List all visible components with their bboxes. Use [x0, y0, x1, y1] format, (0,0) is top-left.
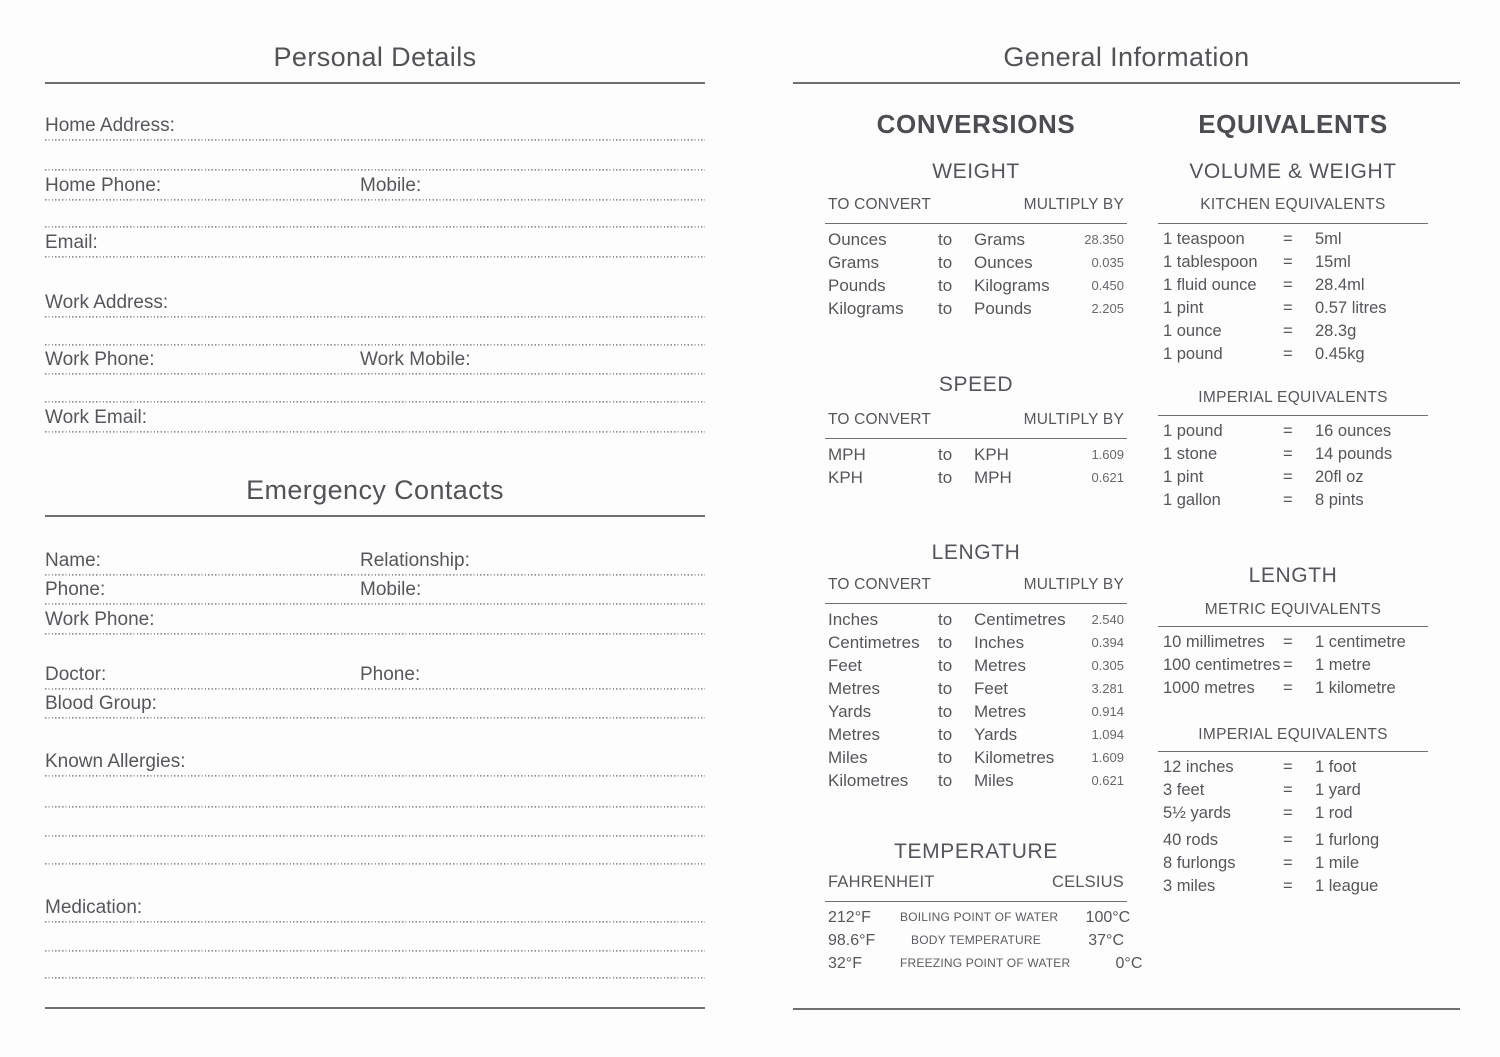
value: 1 mile — [1315, 854, 1360, 872]
convert-from: Feet — [828, 656, 863, 675]
field-label: Work Phone: — [45, 609, 155, 630]
conversion-row — [825, 746, 1127, 769]
to-word: to — [938, 610, 953, 629]
equals-sign: = — [1283, 831, 1293, 849]
field-label: Email: — [45, 232, 98, 253]
convert-from: Grams — [828, 253, 879, 272]
quantity: 5½ yards — [1163, 804, 1231, 822]
quantity: 1000 metres — [1163, 679, 1255, 697]
convert-to: Miles — [974, 771, 1014, 790]
conversion-row — [825, 228, 1127, 251]
write-line — [45, 923, 705, 952]
quantity: 1 fluid ounce — [1163, 276, 1257, 294]
convert-factor: 0.450 — [1091, 278, 1124, 293]
field-blood-group — [45, 690, 705, 719]
field-label: Relationship: — [360, 550, 470, 571]
equals-sign: = — [1283, 445, 1293, 463]
field-label: Medication: — [45, 897, 143, 918]
value: 0.45kg — [1315, 345, 1365, 363]
quantity: 10 millimetres — [1163, 633, 1265, 651]
conversion-row — [825, 677, 1127, 700]
column-heading: CONVERSIONS — [876, 109, 1076, 139]
table-header — [825, 411, 1127, 428]
table-heading-weight: WEIGHT — [932, 160, 1020, 183]
field-label: Work Phone: — [45, 349, 155, 370]
length-table — [825, 608, 1127, 792]
table-heading-speed: SPEED — [938, 373, 1014, 396]
equivalence-row — [1158, 875, 1428, 898]
equivalence-row — [1158, 631, 1428, 654]
quantity: 8 furlongs — [1163, 854, 1236, 872]
table-rule — [1158, 223, 1428, 224]
convert-factor: 3.281 — [1091, 681, 1124, 696]
convert-to: Pounds — [974, 299, 1032, 318]
equals-sign: = — [1283, 422, 1293, 440]
quantity: 3 feet — [1163, 781, 1205, 799]
to-word: to — [938, 468, 953, 487]
convert-factor: 1.094 — [1091, 727, 1124, 742]
value: 5ml — [1315, 230, 1342, 248]
equals-sign: = — [1283, 253, 1293, 271]
conversion-row — [825, 769, 1127, 792]
field-label: Work Address: — [45, 292, 169, 313]
conversion-row — [825, 443, 1127, 466]
to-word: to — [938, 445, 953, 464]
value: 0.57 litres — [1315, 299, 1387, 317]
title-underline — [45, 515, 705, 517]
temperature-caption: BOILING POINT OF WATER — [900, 910, 1059, 924]
quantity: 1 tablespoon — [1163, 253, 1258, 271]
page-title: General Information — [1003, 42, 1250, 72]
quantity: 1 pint — [1163, 299, 1204, 317]
table-header — [825, 576, 1127, 593]
equals-sign: = — [1283, 679, 1293, 697]
equivalence-row — [1158, 251, 1428, 274]
equals-sign: = — [1283, 877, 1293, 895]
equals-sign: = — [1283, 345, 1293, 363]
convert-to: Feet — [974, 679, 1009, 698]
to-word: to — [938, 299, 953, 318]
equivalence-row — [1158, 654, 1428, 677]
imperial-volume-table — [1158, 420, 1428, 512]
equals-sign: = — [1283, 299, 1293, 317]
convert-from: KPH — [828, 468, 863, 487]
convert-to: Inches — [974, 633, 1025, 652]
quantity: 12 inches — [1163, 758, 1234, 776]
value: 1 kilometre — [1315, 679, 1396, 697]
convert-to: Yards — [974, 725, 1018, 744]
value: 1 rod — [1315, 804, 1353, 822]
equivalence-row — [1158, 802, 1428, 825]
value: 20fl oz — [1315, 468, 1364, 486]
field-work-address — [45, 289, 705, 318]
convert-factor: 1.609 — [1091, 447, 1124, 462]
field-home-address — [45, 116, 705, 141]
field-label: Doctor: — [45, 664, 107, 685]
field-medication — [45, 893, 705, 923]
temperature-caption: BODY TEMPERATURE — [911, 933, 1041, 947]
value: 28.3g — [1315, 322, 1357, 340]
value: 1 league — [1315, 877, 1379, 895]
convert-factor: 0.305 — [1091, 658, 1124, 673]
write-line — [45, 375, 705, 403]
field-work-phone — [45, 346, 705, 375]
field-label: Name: — [45, 550, 101, 571]
quantity: 1 pound — [1163, 345, 1223, 363]
convert-factor: 1.609 — [1091, 750, 1124, 765]
equivalents-column — [1158, 85, 1428, 898]
convert-from: Yards — [828, 702, 872, 721]
convert-to: Metres — [974, 702, 1026, 721]
equivalence-row — [1158, 829, 1428, 852]
table-header — [825, 196, 1127, 213]
value: 15ml — [1315, 253, 1351, 271]
equals-sign: = — [1283, 854, 1293, 872]
equivalence-row — [1158, 756, 1428, 779]
to-word: to — [938, 656, 953, 675]
write-line — [45, 952, 705, 979]
table-heading-length: LENGTH — [931, 541, 1021, 564]
to-word: to — [938, 679, 953, 698]
title-underline — [793, 82, 1460, 84]
speed-table — [825, 443, 1127, 489]
page-title: Personal Details — [273, 42, 477, 72]
conversion-row — [825, 723, 1127, 746]
convert-from: Centimetres — [828, 633, 920, 652]
to-word: to — [938, 633, 953, 652]
quantity: 1 pint — [1163, 468, 1204, 486]
field-home-phone — [45, 171, 705, 201]
conversion-row — [825, 654, 1127, 677]
convert-to: Centimetres — [974, 610, 1066, 629]
value: 1 metre — [1315, 656, 1371, 674]
convert-to: Metres — [974, 656, 1026, 675]
general-information-page — [793, 0, 1460, 972]
field-label: Mobile: — [360, 175, 422, 196]
equivalence-row — [1158, 228, 1428, 251]
subheading-metric: METRIC EQUIVALENTS — [1204, 601, 1382, 618]
to-word: to — [938, 276, 953, 295]
subheading-imperial-length: IMPERIAL EQUIVALENTS — [1198, 726, 1388, 743]
value: 1 foot — [1315, 758, 1357, 776]
quantity: 1 teaspoon — [1163, 230, 1245, 248]
equivalence-row — [1158, 489, 1428, 512]
quantity: 1 stone — [1163, 445, 1218, 463]
table-rule — [1158, 626, 1428, 627]
subheading-kitchen: KITCHEN EQUIVALENTS — [1200, 196, 1386, 213]
conversion-row — [825, 274, 1127, 297]
equivalence-row — [1158, 466, 1428, 489]
table-header — [825, 873, 1127, 892]
convert-from: Kilometres — [828, 771, 909, 790]
write-line — [45, 201, 705, 228]
equals-sign: = — [1283, 491, 1293, 509]
quantity: 100 centimetres — [1163, 656, 1281, 674]
convert-from: Ounces — [828, 230, 887, 249]
col-multiply-by: MULTIPLY BY — [1023, 576, 1124, 593]
quantity: 1 gallon — [1163, 491, 1221, 509]
equals-sign: = — [1283, 276, 1293, 294]
field-ec-work-phone — [45, 605, 705, 635]
convert-from: Kilograms — [828, 299, 904, 318]
field-email — [45, 228, 705, 258]
convert-factor: 28.350 — [1084, 232, 1124, 247]
convert-factor: 2.540 — [1091, 612, 1124, 627]
field-label: Home Phone: — [45, 175, 162, 196]
celsius-value: 37°C — [1088, 932, 1124, 949]
page-bottom-rule — [45, 1007, 705, 1009]
value: 8 pints — [1315, 491, 1364, 509]
conversion-row — [825, 631, 1127, 654]
convert-to: MPH — [974, 468, 1012, 487]
conversions-column — [825, 85, 1143, 975]
table-heading-volume-weight: VOLUME & WEIGHT — [1189, 160, 1397, 183]
convert-from: Metres — [828, 679, 880, 698]
equivalence-row — [1158, 343, 1428, 366]
field-work-email — [45, 403, 705, 433]
write-line — [45, 837, 705, 865]
celsius-value: 0°C — [1115, 955, 1143, 972]
conversion-row — [825, 700, 1127, 723]
equivalence-row — [1158, 420, 1428, 443]
value: 1 centimetre — [1315, 633, 1406, 651]
equals-sign: = — [1283, 633, 1293, 651]
write-line — [45, 808, 705, 837]
table-heading-length-equivalents: LENGTH — [1248, 564, 1338, 587]
fahrenheit-value: 212°F — [828, 909, 871, 926]
write-line — [45, 777, 705, 808]
to-word: to — [938, 771, 953, 790]
write-line — [45, 141, 705, 171]
temperature-row — [825, 952, 1143, 975]
quantity: 40 rods — [1163, 831, 1219, 849]
quantity: 1 ounce — [1163, 322, 1222, 340]
kitchen-table — [1158, 228, 1428, 366]
equivalence-row — [1158, 779, 1428, 802]
write-line — [45, 318, 705, 346]
convert-factor: 0.914 — [1091, 704, 1124, 719]
equals-sign: = — [1283, 804, 1293, 822]
conversion-row — [825, 251, 1127, 274]
table-rule — [1158, 751, 1428, 752]
value: 16 ounces — [1315, 422, 1392, 440]
field-label: Phone: — [360, 664, 421, 685]
field-label: Blood Group: — [45, 693, 157, 714]
col-fahrenheit: FAHRENHEIT — [828, 873, 935, 891]
field-doctor — [45, 661, 705, 690]
temperature-table — [825, 906, 1143, 975]
equals-sign: = — [1283, 468, 1293, 486]
field-label: Phone: — [45, 579, 106, 600]
table-rule — [825, 223, 1127, 224]
table-rule — [1158, 415, 1428, 416]
to-word: to — [938, 748, 953, 767]
quantity: 1 pound — [1163, 422, 1223, 440]
quantity: 3 miles — [1163, 877, 1216, 895]
personal-details-page — [45, 0, 705, 1009]
convert-to: Kilometres — [974, 748, 1055, 767]
field-label: Mobile: — [360, 579, 422, 600]
temperature-row — [825, 929, 1127, 952]
conversion-row — [825, 466, 1127, 489]
field-label: Home Address: — [45, 115, 175, 136]
value: 14 pounds — [1315, 445, 1393, 463]
table-rule — [825, 438, 1127, 439]
table-heading-temperature: TEMPERATURE — [894, 840, 1058, 863]
convert-to: Grams — [974, 230, 1025, 249]
convert-to: Kilograms — [974, 276, 1050, 295]
table-rule — [825, 603, 1127, 604]
equals-sign: = — [1283, 758, 1293, 776]
metric-length-table — [1158, 631, 1428, 700]
col-to-convert: TO CONVERT — [828, 196, 932, 213]
col-multiply-by: MULTIPLY BY — [1023, 196, 1124, 213]
title-underline — [45, 82, 705, 84]
field-label: Work Email: — [45, 407, 148, 428]
imperial-length-table — [1158, 756, 1428, 898]
equivalence-row — [1158, 443, 1428, 466]
value: 1 furlong — [1315, 831, 1380, 849]
col-celsius: CELSIUS — [1051, 873, 1124, 891]
conversion-row — [825, 297, 1127, 320]
value: 28.4ml — [1315, 276, 1365, 294]
temperature-caption: FREEZING POINT OF WATER — [900, 956, 1071, 970]
col-multiply-by: MULTIPLY BY — [1023, 411, 1124, 428]
to-word: to — [938, 725, 953, 744]
table-rule — [825, 901, 1127, 902]
convert-factor: 2.205 — [1091, 301, 1124, 316]
convert-from: Inches — [828, 610, 879, 629]
section-title-emergency-contacts: Emergency Contacts — [246, 475, 504, 505]
convert-to: KPH — [974, 445, 1009, 464]
equals-sign: = — [1283, 322, 1293, 340]
equivalence-row — [1158, 852, 1428, 875]
convert-from: Pounds — [828, 276, 886, 295]
field-phone — [45, 576, 705, 605]
col-to-convert: TO CONVERT — [828, 411, 932, 428]
conversion-row — [825, 608, 1127, 631]
convert-to: Ounces — [974, 253, 1033, 272]
convert-factor: 0.621 — [1091, 773, 1124, 788]
temperature-row — [825, 906, 1131, 929]
equivalence-row — [1158, 677, 1428, 700]
equivalence-row — [1158, 320, 1428, 343]
weight-table — [825, 228, 1127, 320]
col-to-convert: TO CONVERT — [828, 576, 932, 593]
equivalence-row — [1158, 274, 1428, 297]
celsius-value: 100°C — [1085, 909, 1131, 926]
convert-from: Metres — [828, 725, 880, 744]
convert-from: Miles — [828, 748, 868, 767]
convert-factor: 0.394 — [1091, 635, 1124, 650]
fahrenheit-value: 32°F — [828, 955, 862, 972]
equals-sign: = — [1283, 230, 1293, 248]
convert-factor: 0.035 — [1091, 255, 1124, 270]
subheading-imperial-volume: IMPERIAL EQUIVALENTS — [1198, 389, 1388, 406]
field-known-allergies — [45, 747, 705, 777]
field-name — [45, 546, 705, 576]
column-heading: EQUIVALENTS — [1198, 109, 1388, 139]
page-bottom-rule — [793, 1008, 1460, 1010]
fahrenheit-value: 98.6°F — [828, 932, 876, 949]
to-word: to — [938, 702, 953, 721]
to-word: to — [938, 253, 953, 272]
to-word: to — [938, 230, 953, 249]
equivalence-row — [1158, 297, 1428, 320]
equals-sign: = — [1283, 781, 1293, 799]
convert-from: MPH — [828, 445, 866, 464]
field-label: Work Mobile: — [360, 349, 471, 370]
field-label: Known Allergies: — [45, 751, 186, 772]
convert-factor: 0.621 — [1091, 470, 1124, 485]
value: 1 yard — [1315, 781, 1361, 799]
equals-sign: = — [1283, 656, 1293, 674]
